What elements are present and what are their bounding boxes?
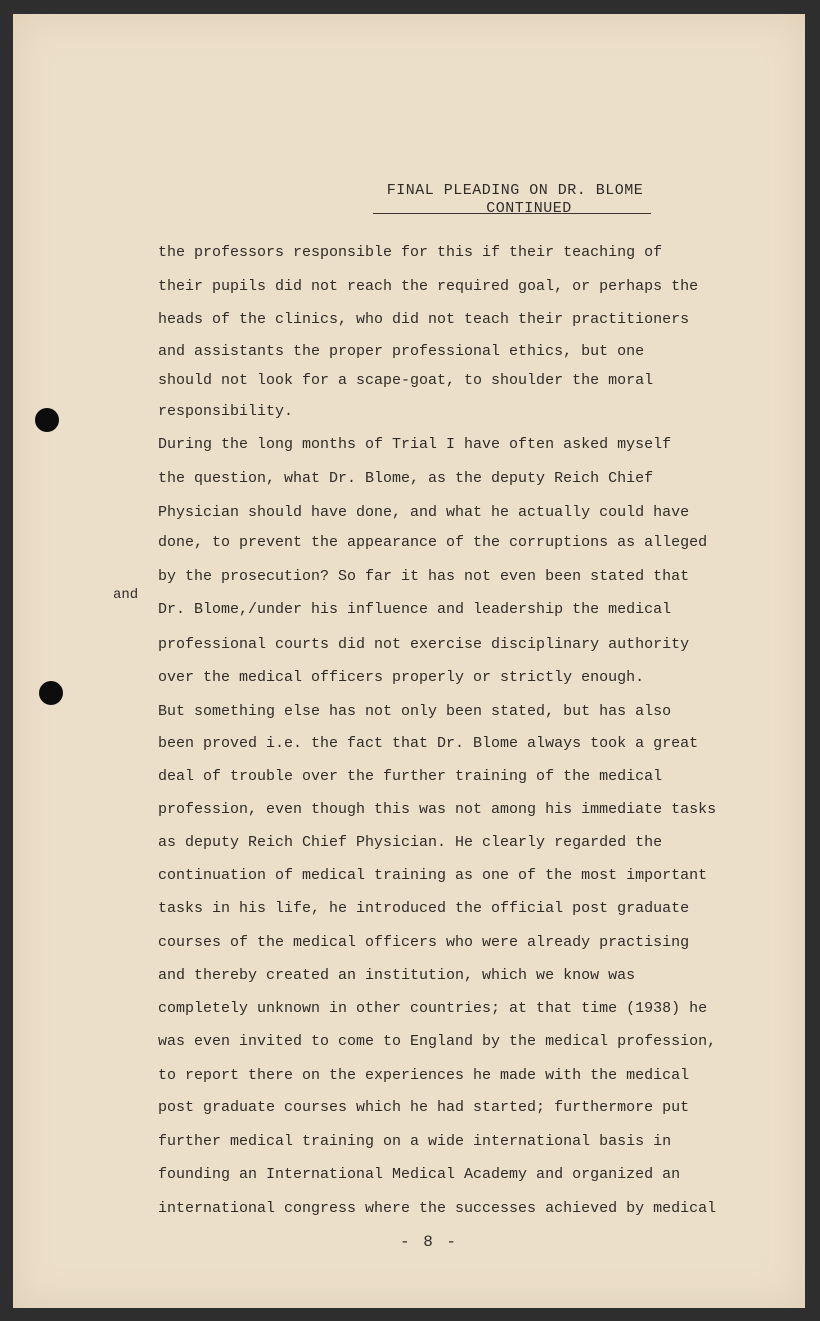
text-line: profession, even though this was not among his immediate tasks: [158, 801, 717, 818]
punch-hole: [35, 408, 59, 432]
text-line: deal of trouble over the further training of the medical: [158, 768, 663, 785]
heading-subtitle: CONTINUED: [486, 200, 572, 217]
text-line: Physician should have done, and what he actually could have: [158, 504, 690, 521]
text-line: been proved i.e. the fact that Dr. Blome always took a great: [158, 735, 699, 752]
text-line: founding an International Medical Academy and organized an: [158, 1166, 681, 1183]
text-line: courses of the medical officers who were already practising: [158, 934, 690, 951]
text-line: responsibility.: [158, 403, 294, 420]
text-line: was even invited to come to England by the medical profession,: [158, 1033, 717, 1050]
text-line: completely unknown in other countries; at that time (1938) he: [158, 1000, 708, 1017]
text-line: by the prosecution? So far it has not even been stated that: [158, 568, 690, 585]
text-line: professional courts did not exercise disciplinary authority: [158, 636, 690, 653]
text-line: and thereby created an institution, which we know was: [158, 967, 636, 984]
heading-title: FINAL PLEADING ON DR. BLOME: [386, 182, 644, 199]
text-line: further medical training on a wide international basis in: [158, 1133, 672, 1150]
text-line: continuation of medical training as one of the most important: [158, 867, 708, 884]
text-line: as deputy Reich Chief Physician. He clearly regarded the: [158, 834, 663, 851]
page-number: - 8 -: [400, 1233, 459, 1251]
text-line: post graduate courses which he had started; furthermore put: [158, 1099, 690, 1116]
heading-underline: [373, 213, 651, 214]
text-line: But something else has not only been stated, but has also: [158, 703, 672, 720]
text-line: over the medical officers properly or strictly enough.: [158, 669, 645, 686]
text-line: heads of the clinics, who did not teach their practitioners: [158, 311, 690, 328]
punch-hole: [39, 681, 63, 705]
text-line: Dr. Blome,/under his influence and leadership the medical: [158, 601, 672, 618]
text-line: their pupils did not reach the required goal, or perhaps the: [158, 278, 699, 295]
text-line: During the long months of Trial I have often asked myself: [158, 436, 672, 453]
text-line: the professors responsible for this if their teaching of: [158, 244, 663, 261]
text-line: tasks in his life, he introduced the official post graduate: [158, 900, 690, 917]
text-line: should not look for a scape-goat, to shoulder the moral: [158, 372, 654, 389]
text-line: the question, what Dr. Blome, as the deputy Reich Chief: [158, 470, 654, 487]
handwritten-insert: and: [113, 587, 139, 603]
text-line: to report there on the experiences he made with the medical: [158, 1067, 690, 1084]
text-line: international congress where the successes achieved by medical: [158, 1200, 717, 1217]
text-line: done, to prevent the appearance of the corruptions as alleged: [158, 534, 708, 551]
text-line: and assistants the proper professional ethics, but one: [158, 343, 645, 360]
